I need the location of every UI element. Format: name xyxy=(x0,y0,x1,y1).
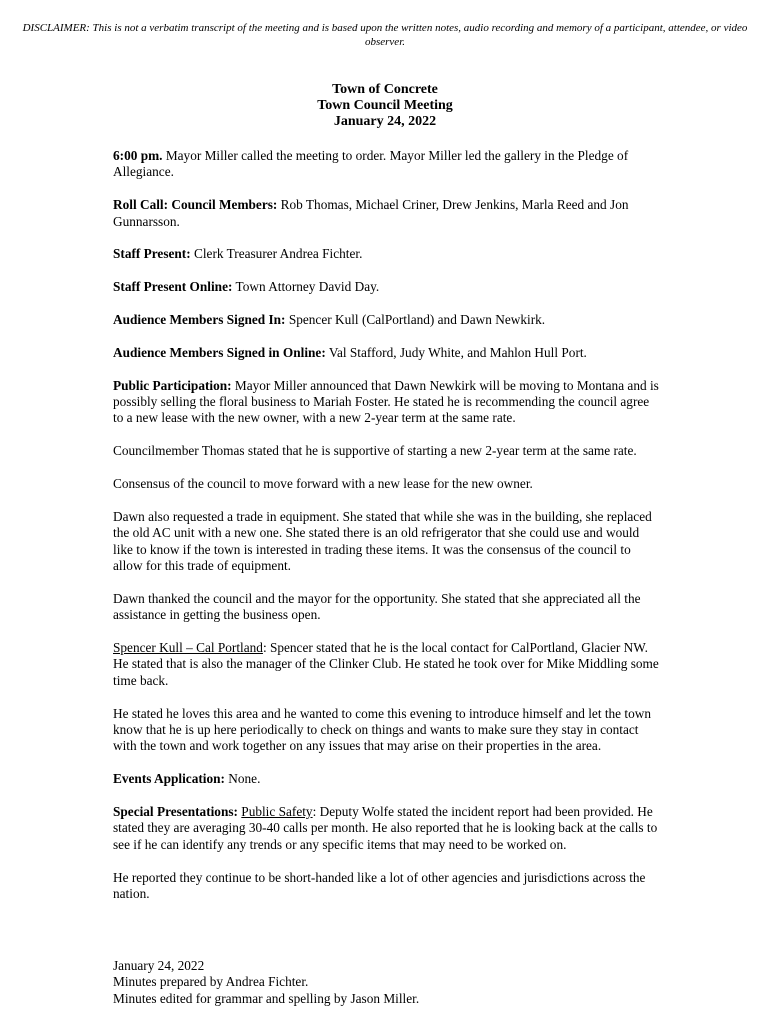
title-town: Town of Concrete xyxy=(332,82,438,97)
call-to-order-label: 6:00 pm. xyxy=(113,148,163,163)
staff-present xyxy=(113,246,659,262)
audience-online-label: Audience Members Signed in Online: xyxy=(113,344,326,360)
roll-call-text: Rob Thomas, Michael Criner, Drew Jenkins, Marla Reed and Jon Gunnarsson. xyxy=(113,197,629,229)
footer-date: January 24, 2022 xyxy=(113,958,205,973)
staff-online-text: Town Attorney David Day. xyxy=(232,279,380,295)
title-meeting: Town Council Meeting xyxy=(317,98,453,113)
audience-signed-in-label: Audience Members Signed In: xyxy=(113,312,286,327)
events-label: Events Application: xyxy=(113,771,225,787)
audience-signed-in-online xyxy=(113,345,659,361)
staff-present-text: Clerk Treasurer Andrea Fichter. xyxy=(190,246,363,262)
events-text: None. xyxy=(224,771,261,787)
paragraph-thomas: Councilmember Thomas stated that he is supportive of starting a new 2-year term at the same rate. xyxy=(113,443,637,459)
public-participation-text: Mayor Miller announced that Dawn Newkirk will be moving to Montana and is possibly selling the floral business to Mariah Foster. He stated he is recommending the council agree to a new lease with the new owner, with a new 2-year term at the same rate. xyxy=(113,377,659,426)
footer-edited: Minutes edited for grammar and spelling by Jason Miller. xyxy=(113,990,420,1006)
paragraph-loves-area: He stated he loves this area and he wanted to come this evening to introduce himself and let the town know that he is up here periodically to check on things and wants to make sure they stay in contact with the town and work together on any issues that may arise on their properties in the area. xyxy=(113,705,651,754)
special-presentations xyxy=(113,804,659,853)
document-title xyxy=(0,82,770,130)
paragraph-trade: Dawn also requested a trade in equipment. She stated that while she was in the building, she replaced the old AC unit with a new one. She stated there is an old refrigerator that she could use and would like to know if the town is interested in trading these items. It was the consensus of the council to allow for this trade of equipment. xyxy=(113,508,652,574)
paragraph-thanks: Dawn thanked the council and the mayor for the opportunity. She stated that she appreciated all the assistance in getting the business open. xyxy=(113,590,641,623)
call-to-order xyxy=(113,148,659,181)
spencer-kull xyxy=(113,640,659,689)
staff-online xyxy=(113,279,659,295)
public-safety-label: Public Safety xyxy=(241,804,313,820)
paragraph-consensus: Consensus of the council to move forward with a new lease for the new owner. xyxy=(113,476,533,491)
audience-online-text: Val Stafford, Judy White, and Mahlon Hull Port. xyxy=(325,344,587,360)
spencer-kull-text: : Spencer stated that he is the local contact for CalPortland, Glacier NW. He stated that is also the manager of the Clinker Club. He stated he took over for Mike Middling some time back. xyxy=(113,640,659,688)
spencer-kull-label: Spencer Kull – Cal Portland xyxy=(113,640,263,656)
special-label: Special Presentations: xyxy=(113,804,238,820)
public-participation xyxy=(113,378,659,427)
special-text: : Deputy Wolfe stated the incident report had been provided. He stated they are averaging 30-40 calls per month. He also reported that he is looking back at the calls to see if he can identify any trends or any specific items that may need to be worked on. xyxy=(113,804,658,852)
footer-prepared: Minutes prepared by Andrea Fichter. xyxy=(113,974,309,990)
audience-signed-in-text: Spencer Kull (CalPortland) and Dawn Newkirk. xyxy=(285,312,546,327)
paragraph-short-handed: He reported they continue to be short-handed like a lot of other agencies and jurisdictions across the nation. xyxy=(113,869,646,902)
audience-signed-in xyxy=(113,312,659,328)
public-participation-label: Public Participation: xyxy=(113,377,232,393)
disclaimer: DISCLAIMER: This is not a verbatim transcript of the meeting and is based upon the written notes, audio recording and memory of a participant, attendee, or video observer. xyxy=(22,22,748,48)
call-to-order-text: Mayor Miller called the meeting to order. Mayor Miller led the gallery in the Pledge of Allegiance. xyxy=(113,148,629,180)
staff-present-label: Staff Present: xyxy=(113,246,191,262)
title-date: January 24, 2022 xyxy=(333,114,437,129)
events-application xyxy=(113,771,659,787)
minutes-body xyxy=(113,148,659,919)
page-footer xyxy=(113,958,659,1007)
roll-call-label: Roll Call: Council Members: xyxy=(113,197,278,213)
roll-call xyxy=(113,197,659,230)
staff-online-label: Staff Present Online: xyxy=(113,279,233,295)
